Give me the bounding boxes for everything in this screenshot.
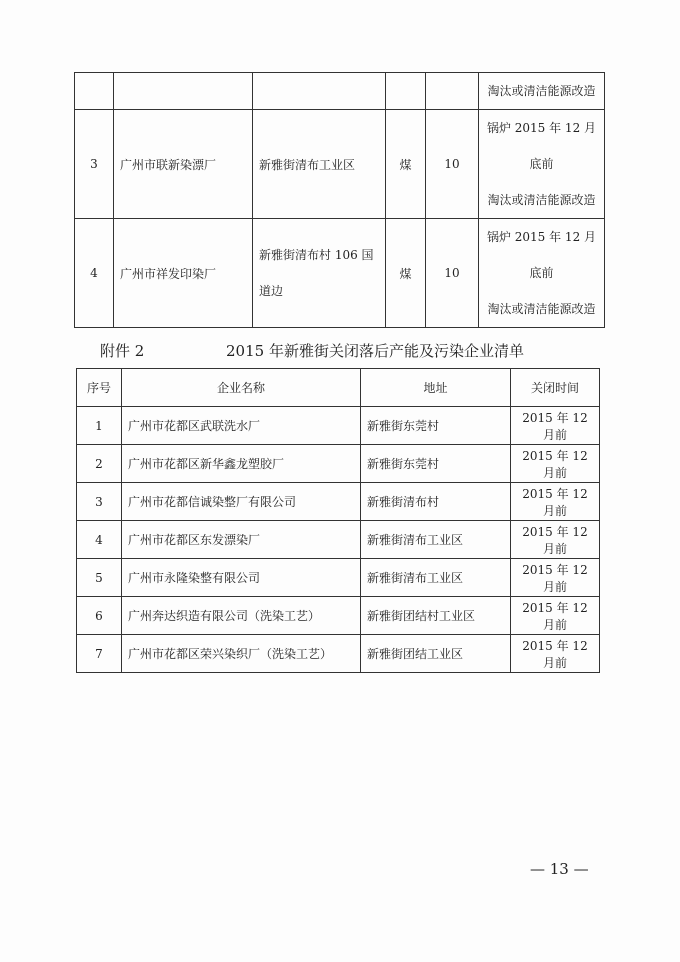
address: 新雅街清布工业区 xyxy=(253,110,386,219)
closure-time: 2015 年 12 月前 xyxy=(511,635,600,673)
boiler-table xyxy=(74,72,605,328)
row-number: 6 xyxy=(77,597,122,635)
row-number: 2 xyxy=(77,445,122,483)
fuel: 煤 xyxy=(386,219,426,328)
remark-line: 淘汰或清洁能源改造 xyxy=(487,302,596,316)
table-row xyxy=(75,73,605,110)
company-name: 广州市花都信诚染整厂有限公司 xyxy=(122,483,361,521)
header-cell: 企业名称 xyxy=(122,369,361,407)
capacity xyxy=(426,73,479,110)
address: 新雅街东莞村 xyxy=(361,445,511,483)
company-name: 广州奔达织造有限公司（洗染工艺） xyxy=(122,597,361,635)
address xyxy=(253,73,386,110)
row-number: 3 xyxy=(75,110,114,219)
page-number: — 13 — xyxy=(530,860,589,878)
fuel: 煤 xyxy=(386,110,426,219)
row-number xyxy=(75,73,114,110)
capacity: 10 xyxy=(426,110,479,219)
remark-line: 淘汰或清洁能源改造 xyxy=(487,193,596,207)
row-number: 3 xyxy=(77,483,122,521)
row-number: 4 xyxy=(75,219,114,328)
address: 新雅街清布工业区 xyxy=(361,521,511,559)
company-name: 广州市花都区东发漂染厂 xyxy=(122,521,361,559)
address: 新雅街清布村 xyxy=(361,483,511,521)
address: 新雅街清布工业区 xyxy=(361,559,511,597)
company-name xyxy=(114,73,253,110)
table-row xyxy=(77,407,600,445)
address: 新雅街团结村工业区 xyxy=(361,597,511,635)
remark: 淘汰或清洁能源改造 xyxy=(479,73,605,110)
row-number: 5 xyxy=(77,559,122,597)
company-name: 广州市花都区荣兴染织厂（洗染工艺） xyxy=(122,635,361,673)
table-row xyxy=(77,521,600,559)
table-row xyxy=(75,110,605,219)
header-cell: 序号 xyxy=(77,369,122,407)
closure-time: 2015 年 12 月前 xyxy=(511,407,600,445)
table-row xyxy=(77,483,600,521)
closure-time: 2015 年 12 月前 xyxy=(511,597,600,635)
row-number: 7 xyxy=(77,635,122,673)
attachment-label: 附件 2 xyxy=(100,342,145,360)
closure-time: 2015 年 12 月前 xyxy=(511,559,600,597)
closure-time: 2015 年 12 月前 xyxy=(511,483,600,521)
capacity: 10 xyxy=(426,219,479,328)
table-row xyxy=(77,635,600,673)
address: 新雅街清布村 106 国道边 xyxy=(253,219,386,328)
header-cell: 关闭时间 xyxy=(511,369,600,407)
remark-line: 锅炉 2015 年 12 月底前 xyxy=(486,230,597,280)
closure-time: 2015 年 12 月前 xyxy=(511,445,600,483)
page-title: 2015 年新雅街关闭落后产能及污染企业清单 xyxy=(226,342,524,360)
table-header xyxy=(77,369,600,407)
fuel xyxy=(386,73,426,110)
row-number: 4 xyxy=(77,521,122,559)
company-name: 广州市花都区武联洗水厂 xyxy=(122,407,361,445)
company-name: 广州市永隆染整有限公司 xyxy=(122,559,361,597)
table-row xyxy=(77,597,600,635)
company-name: 广州市花都区新华鑫龙塑胶厂 xyxy=(122,445,361,483)
address: 新雅街东莞村 xyxy=(361,407,511,445)
table-row xyxy=(77,445,600,483)
company-name: 广州市祥发印染厂 xyxy=(114,219,253,328)
address: 新雅街团结工业区 xyxy=(361,635,511,673)
remark xyxy=(479,219,605,328)
closure-time: 2015 年 12 月前 xyxy=(511,521,600,559)
header-cell: 地址 xyxy=(361,369,511,407)
company-name: 广州市联新染漂厂 xyxy=(114,110,253,219)
closure-table xyxy=(76,368,600,673)
remark xyxy=(479,110,605,219)
remark-line: 锅炉 2015 年 12 月底前 xyxy=(486,121,597,171)
table-row xyxy=(77,559,600,597)
row-number: 1 xyxy=(77,407,122,445)
table-row xyxy=(75,219,605,328)
